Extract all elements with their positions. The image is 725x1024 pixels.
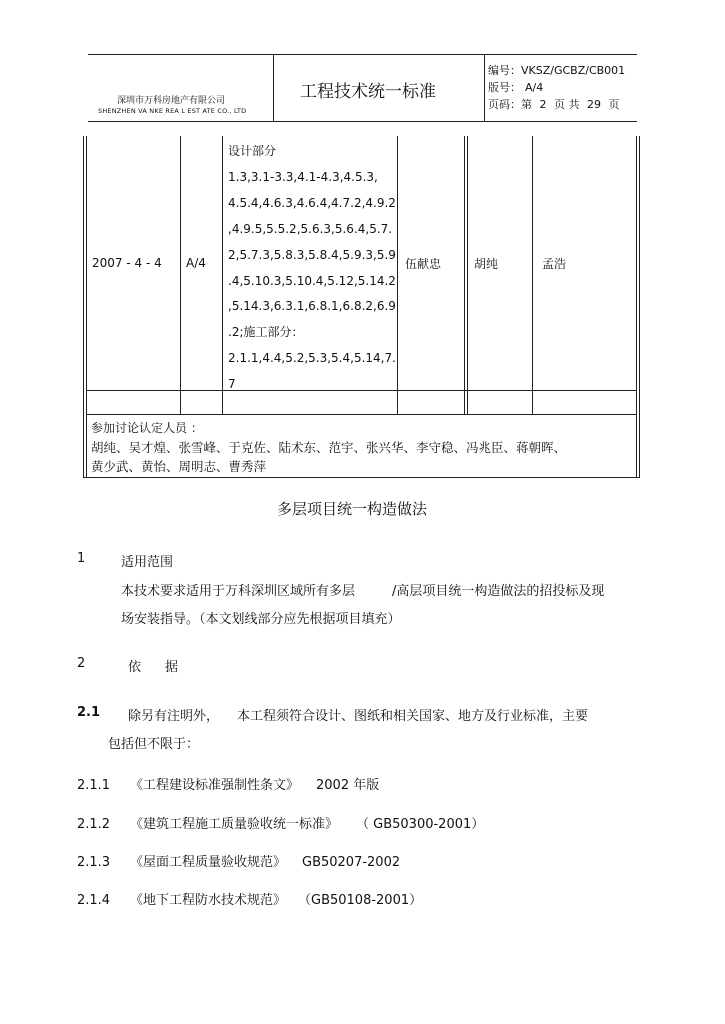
revision-version: A/4 [186, 256, 206, 270]
list-item-number: 2.1.1 [77, 778, 111, 793]
page-label: 页码：第 [488, 98, 532, 111]
section-2-title-b: 据 [165, 660, 179, 675]
revision-date: 2007 - 4 - 4 [92, 256, 162, 270]
doc-code-label: 编号： [488, 64, 521, 77]
table-col-divider-4 [464, 136, 465, 414]
header-divider-left [273, 54, 274, 121]
revision-content-line: 2,5.7.3,5.8.3,5.8.4,5.9.3,5.9 [228, 247, 396, 262]
table-left-border-inner [86, 136, 87, 478]
revision-reviewer: 胡纯 [474, 257, 499, 271]
company-name-cn: 深圳市万科房地产有限公司 [117, 96, 226, 106]
list-item-code: （ GB50300-2001） [356, 817, 485, 832]
doc-code-value: VKSZ/GCBZ/CB001 [521, 64, 626, 77]
list-item [77, 851, 400, 870]
revision-content-line: 设计部分 [228, 144, 277, 158]
table-col-divider-5 [532, 136, 533, 414]
list-item-name: 《地下工程防水技术规范》 [130, 893, 287, 908]
table-left-border [83, 136, 84, 478]
list-item-number: 2.1.3 [77, 855, 111, 870]
section-2-1-text-c: 包括但不限于： [108, 737, 200, 752]
table-col-divider-2 [222, 136, 223, 414]
company-name-en: SHENZHEN VA NKE REA L EST ATE CO., LTD [98, 107, 247, 115]
section-1-paragraph-a: 本技术要求适用于万科深圳区域所有多层 [121, 584, 356, 599]
revision-drafter: 伍献忠 [405, 257, 442, 271]
header-divider-right [484, 54, 485, 121]
section-2-number: 2 [77, 656, 86, 671]
revision-content-line: .2;施工部分： [228, 325, 304, 340]
revision-content [228, 139, 398, 398]
list-item [77, 889, 422, 908]
revision-content-line: .4,5.10.3,5.10.4,5.12,5.14.2 [228, 273, 396, 288]
list-item-number: 2.1.4 [77, 893, 111, 908]
list-item-code: （GB50108-2001） [298, 893, 423, 908]
section-2-title-a: 依 [128, 660, 142, 675]
doc-code [488, 62, 625, 78]
section-1-paragraph-b: /高层项目统一构造做法的招投标及现 [392, 584, 605, 599]
doc-version-label: 版号： [488, 81, 521, 94]
doc-version [488, 79, 543, 95]
list-item [77, 813, 484, 832]
section-1-number: 1 [77, 551, 86, 566]
section-2-1-text-b: 本工程须符合设计、图纸和相关国家、地方及行业标准，主要 [237, 709, 589, 724]
page-suffix: 页 [608, 98, 620, 111]
section-2-1-number: 2.1 [77, 705, 101, 720]
page-current: 2 [539, 98, 547, 111]
revision-approver: 孟浩 [542, 257, 567, 271]
list-item-name: 《建筑工程施工质量验收统一标准》 [130, 817, 339, 832]
revision-content-line: 4.5.4,4.6.3,4.6.4,4.7.2,4.9.2 [228, 195, 396, 210]
table-col-divider-4b [467, 136, 468, 414]
table-right-border-inner [639, 136, 640, 478]
section-1-paragraph-c: 场安装指导。（本文划线部分应先根据项目填充） [121, 612, 401, 627]
table-right-border [636, 136, 637, 478]
doc-version-value: A/4 [525, 81, 544, 94]
list-item-code: 2002 年版 [316, 778, 380, 793]
header-title: 工程技术统一标准 [300, 82, 436, 102]
participants-label: 参加讨论认定人员 ： [91, 421, 203, 435]
table-col-divider-1 [180, 136, 181, 414]
page-total: 29 [587, 98, 601, 111]
revision-content-line: 2.1.1,4.4,5.2,5.3,5.4,5.14,7. [228, 351, 396, 366]
table-row-rule-2 [86, 414, 636, 415]
participants-line-2: 黄少武、黄怡、周明志、曹秀萍 [91, 459, 267, 474]
section-2-1-text-a: 除另有注明外， [128, 709, 220, 724]
revision-content-line: 1.3,3.1-3.3,4.1-4.3,4.5.3, [228, 169, 378, 184]
list-item-name: 《屋面工程质量验收规范》 [130, 855, 287, 870]
list-item-code: GB50207-2002 [302, 855, 401, 870]
revision-content-line: 7 [228, 377, 236, 392]
document-title: 多层项目统一构造做法 [277, 500, 428, 518]
list-item [77, 774, 379, 793]
revision-content-line: ,5.14.3,6.3.1,6.8.1,6.8.2,6.9 [228, 299, 396, 314]
section-1-title: 适用范围 [121, 555, 174, 570]
header-top-rule [88, 54, 637, 55]
revision-content-line: ,4.9.5,5.5.2,5.6.3,5.6.4,5.7. [228, 221, 393, 236]
list-item-number: 2.1.2 [77, 817, 111, 832]
header-bottom-rule [88, 121, 637, 122]
participants-line-1: 胡纯、吴才煌、张雪峰、于克佐、陆术东、范宇、张兴华、李守稳、冯兆臣、蒋朝晖、 [91, 440, 567, 455]
doc-page-number [488, 96, 620, 112]
list-item-name: 《工程建设标准强制性条文》 [130, 778, 300, 793]
table-bottom-rule [83, 477, 640, 478]
page-mid: 页 共 [554, 98, 580, 111]
